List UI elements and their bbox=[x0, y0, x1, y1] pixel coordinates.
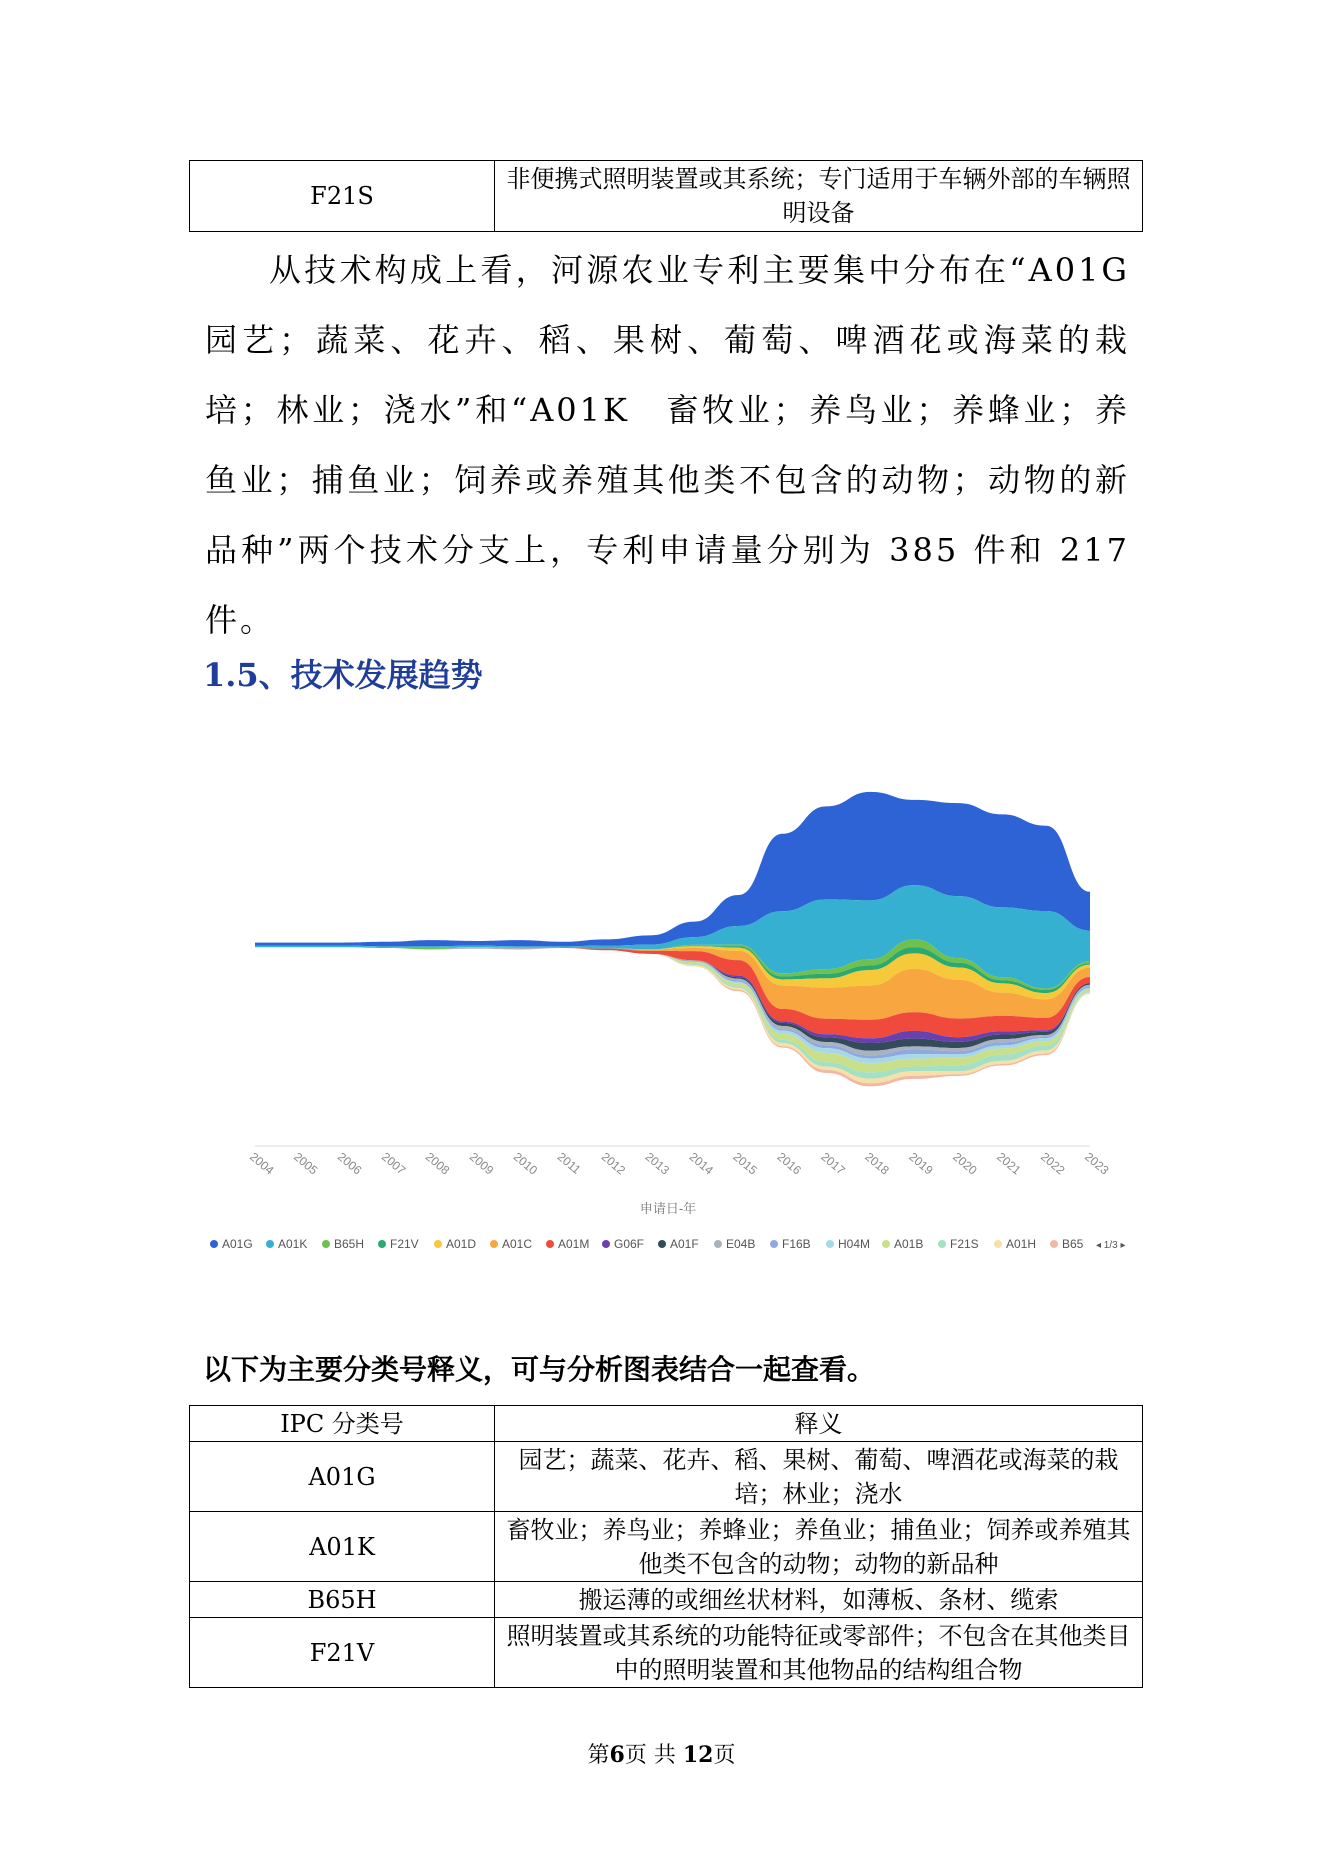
x-axis-label: 申请日-年 bbox=[639, 1201, 697, 1216]
legend-item-A01D[interactable] bbox=[434, 1237, 476, 1251]
legend-swatch bbox=[322, 1240, 330, 1248]
top-ipc-table bbox=[189, 160, 1143, 232]
footer-text: 页 共 bbox=[624, 1743, 683, 1768]
x-tick-label: 2022 bbox=[1038, 1149, 1068, 1178]
section-heading: 1.5、技术发展趋势 bbox=[203, 656, 483, 694]
ipc-code-cell: F21S bbox=[190, 161, 495, 232]
streamgraph-chart bbox=[222, 770, 1126, 1270]
page-footer bbox=[0, 1738, 1323, 1769]
legend-item-A01K[interactable] bbox=[266, 1237, 307, 1251]
legend-item-F16B[interactable] bbox=[770, 1237, 811, 1251]
stream-layers bbox=[255, 792, 1090, 1087]
x-tick-label: 2015 bbox=[730, 1149, 760, 1178]
legend-item-F21V[interactable] bbox=[378, 1237, 419, 1251]
x-tick-label: 2006 bbox=[334, 1149, 365, 1178]
x-tick-label: 2008 bbox=[422, 1149, 453, 1178]
legend-label: F21V bbox=[390, 1237, 419, 1251]
x-tick-label: 2009 bbox=[466, 1149, 497, 1178]
table-row bbox=[190, 1442, 1143, 1512]
legend-label: E04B bbox=[726, 1237, 756, 1251]
footer-text: 页 bbox=[713, 1743, 736, 1768]
ipc-definitions-table bbox=[189, 1405, 1143, 1688]
legend-item-A01C[interactable] bbox=[490, 1237, 532, 1251]
legend-swatch bbox=[714, 1240, 722, 1248]
legend-item-H04M[interactable] bbox=[826, 1237, 870, 1251]
total-pages: 12 bbox=[682, 1742, 714, 1768]
legend-swatch bbox=[994, 1240, 1002, 1248]
table-row bbox=[190, 1582, 1143, 1618]
x-tick-label: 2005 bbox=[291, 1149, 321, 1178]
legend-label: A01F bbox=[670, 1237, 699, 1251]
ipc-desc-cell: 畜牧业；养鸟业；养蜂业；养鱼业；捕鱼业；饲养或养殖其他类不包含的动物；动物的新品种 bbox=[495, 1512, 1143, 1582]
body-paragraph bbox=[205, 235, 1130, 655]
x-tick-label: 2011 bbox=[554, 1149, 584, 1177]
legend-swatch bbox=[658, 1240, 666, 1248]
legend-label: A01D bbox=[446, 1237, 477, 1251]
x-tick-label: 2007 bbox=[378, 1149, 409, 1178]
legend-label: A01M bbox=[558, 1237, 590, 1251]
legend-swatch bbox=[826, 1240, 834, 1248]
x-tick-label: 2012 bbox=[598, 1149, 629, 1178]
legend-swatch bbox=[434, 1240, 442, 1248]
legend-label: G06F bbox=[614, 1237, 645, 1251]
ipc-desc-cell: 非便携式照明装置或其系统；专门适用于车辆外部的车辆照明设备 bbox=[495, 161, 1143, 232]
legend-item-A01B[interactable] bbox=[882, 1237, 923, 1251]
legend-label: A01G bbox=[222, 1237, 253, 1251]
legend-label: A01C bbox=[502, 1237, 533, 1251]
legend-label: B65 bbox=[1062, 1237, 1084, 1251]
legend-item-A01H[interactable] bbox=[994, 1237, 1036, 1251]
legend-item-B65[interactable] bbox=[1050, 1237, 1084, 1251]
ipc-code-cell: A01G bbox=[190, 1442, 495, 1512]
legend-item-E04B[interactable] bbox=[714, 1237, 755, 1251]
table-row bbox=[190, 161, 1143, 232]
ipc-desc-cell: 园艺；蔬菜、花卉、稻、果树、葡萄、啤酒花或海菜的栽培；林业；浇水 bbox=[495, 1442, 1143, 1512]
ipc-code-cell: A01K bbox=[190, 1512, 495, 1582]
x-tick-label: 2018 bbox=[862, 1149, 892, 1178]
legend-label: A01H bbox=[1006, 1237, 1037, 1251]
x-tick-label: 2016 bbox=[774, 1149, 804, 1178]
legend-item-A01F[interactable] bbox=[658, 1237, 699, 1251]
legend-label: B65H bbox=[334, 1237, 365, 1251]
header-desc: 释义 bbox=[495, 1406, 1143, 1442]
page-number: 6 bbox=[609, 1742, 625, 1768]
x-tick-label: 2021 bbox=[994, 1149, 1024, 1178]
legend-label: H04M bbox=[838, 1237, 871, 1251]
legend-label: F21S bbox=[950, 1237, 979, 1251]
legend-label: A01K bbox=[278, 1237, 308, 1251]
x-tick-label: 2017 bbox=[818, 1149, 848, 1178]
legend-item-A01M[interactable] bbox=[546, 1237, 589, 1251]
legend-swatch bbox=[938, 1240, 946, 1248]
legend-swatch bbox=[490, 1240, 498, 1248]
x-tick-label: 2013 bbox=[642, 1149, 673, 1178]
legend-item-A01G[interactable] bbox=[210, 1237, 253, 1251]
legend-swatch bbox=[378, 1240, 386, 1248]
ipc-code-cell: B65H bbox=[190, 1582, 495, 1618]
ipc-desc-cell: 照明装置或其系统的功能特征或零部件；不包含在其他类目中的照明装置和其他物品的结构组合物 bbox=[495, 1618, 1143, 1688]
x-tick-label: 2019 bbox=[906, 1149, 936, 1178]
legend-item-G06F[interactable] bbox=[602, 1237, 644, 1251]
legend-swatch bbox=[266, 1240, 274, 1248]
legend-swatch bbox=[546, 1240, 554, 1248]
footer-text: 第 bbox=[587, 1743, 610, 1768]
legend-swatch bbox=[1050, 1240, 1058, 1248]
header-code: IPC 分类号 bbox=[190, 1406, 495, 1442]
x-axis bbox=[247, 1146, 1112, 1178]
table-intro: 以下为主要分类号释义，可与分析图表结合一起查看。 bbox=[203, 1353, 876, 1386]
x-tick-label: 2020 bbox=[950, 1149, 980, 1178]
legend-swatch bbox=[210, 1240, 218, 1248]
table-row bbox=[190, 1512, 1143, 1582]
x-tick-label: 2010 bbox=[510, 1149, 541, 1178]
x-tick-label: 2004 bbox=[247, 1149, 277, 1178]
legend-swatch bbox=[602, 1240, 610, 1248]
legend-label: A01B bbox=[894, 1237, 924, 1251]
legend-label: F16B bbox=[782, 1237, 811, 1251]
table-row bbox=[190, 1618, 1143, 1688]
ipc-desc-cell: 搬运薄的或细丝状材料，如薄板、条材、缆索 bbox=[495, 1582, 1143, 1618]
legend-swatch bbox=[882, 1240, 890, 1248]
x-tick-label: 2014 bbox=[686, 1149, 717, 1178]
legend-item-B65H[interactable] bbox=[322, 1237, 364, 1251]
legend[interactable] bbox=[210, 1237, 1126, 1251]
table-header-row bbox=[190, 1406, 1143, 1442]
paragraph-text: 从技术构成上看，河源农业专利主要集中分布在“A01G 园艺；蔬菜、花卉、稻、果树、葡萄、啤酒花或海菜的栽培；林业；浇水”和“A01K 畜牧业；养鸟业；养蜂业；养鱼业；捕鱼业；饲养或养殖其他类不包含的动物；动物的新品种”两个技术分支上，专利申请量分别为 385 件和 217 件。 bbox=[205, 251, 1130, 639]
legend-pager[interactable]: ◂ 1/3 ▸ bbox=[1096, 1240, 1126, 1251]
ipc-code-cell: F21V bbox=[190, 1618, 495, 1688]
legend-item-F21S[interactable] bbox=[938, 1237, 979, 1251]
legend-swatch bbox=[770, 1240, 778, 1248]
x-tick-label: 2023 bbox=[1082, 1149, 1112, 1178]
